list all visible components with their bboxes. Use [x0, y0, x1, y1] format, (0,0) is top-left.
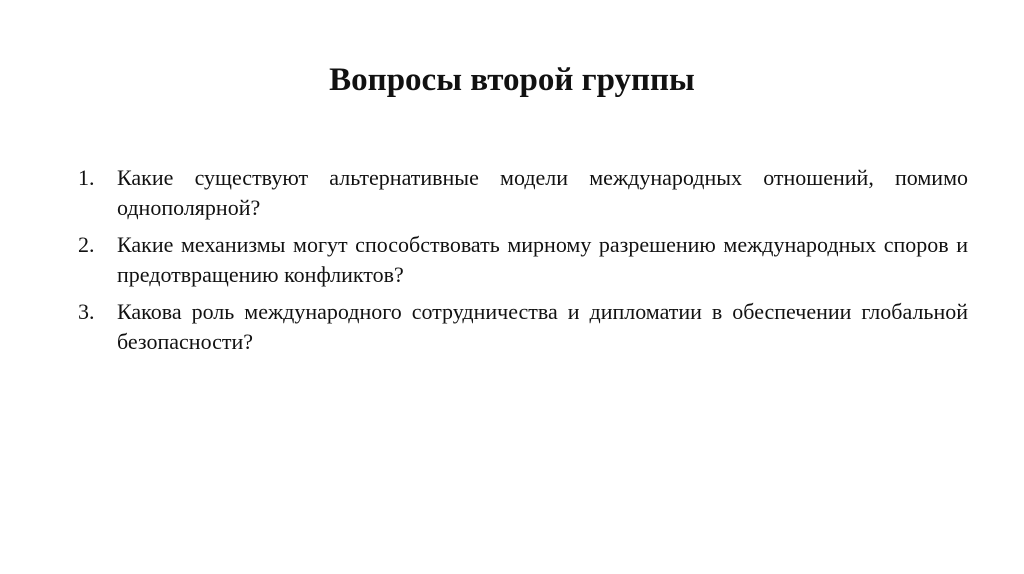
slide-title: Вопросы второй группы	[329, 62, 695, 98]
question-text: Какова роль международного сотрудничества и дипломатии в обеспечении глобальной безопасности?	[117, 299, 968, 354]
question-text: Какие механизмы могут способствовать мирному разрешению международных споров и предотвращению конфликтов?	[117, 232, 968, 287]
question-item-2	[78, 230, 968, 290]
question-number: 3.	[78, 299, 95, 324]
question-item-3	[78, 297, 968, 357]
question-number: 2.	[78, 232, 95, 257]
question-list	[78, 163, 968, 364]
question-item-1	[78, 163, 968, 223]
question-text: Какие существуют альтернативные модели международных отношений, помимо однополярной?	[117, 165, 968, 220]
question-number: 1.	[78, 165, 95, 190]
